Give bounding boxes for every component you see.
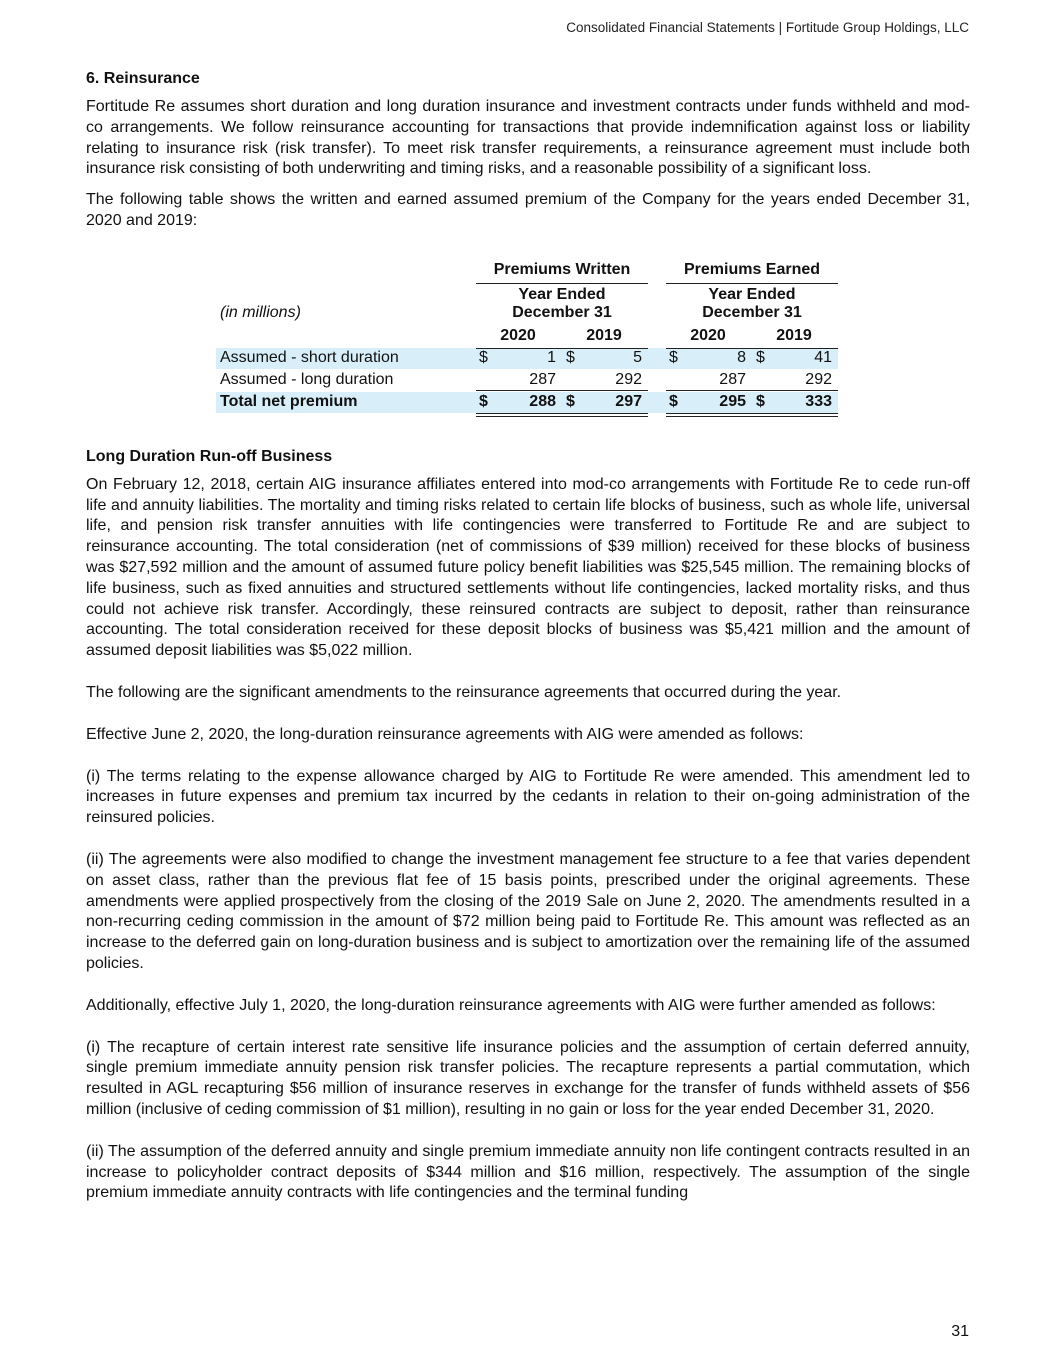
section-title: 6. Reinsurance	[86, 70, 200, 87]
premium-table	[86, 260, 970, 450]
row-label-total: Total net premium	[220, 392, 358, 410]
june-amendment-intro: Effective June 2, 2020, the long-duration reinsurance agreements with AIG were amended as follows:	[86, 725, 804, 743]
earned-period-line2: December 31	[702, 303, 802, 321]
written-subtotal-rule	[476, 390, 648, 391]
unit-label: (in millions)	[220, 303, 301, 321]
row-label-long: Assumed - long duration	[220, 370, 394, 388]
amendments-intro: The following are the significant amendments to the reinsurance agreements that occurred during the year.	[86, 683, 842, 701]
total-written-2019: 297	[615, 392, 642, 410]
currency-symbol: $	[756, 348, 765, 366]
long-earned-2019: 292	[805, 370, 832, 388]
earned-period-line1: Year Ended	[708, 285, 796, 303]
earned-total-double-rule	[666, 413, 838, 417]
currency-symbol: $	[669, 348, 678, 366]
june-amendment-i: (i) The terms relating to the expense allowance charged by AIG to Fortitude Re were amended. This amendment led to increases in future expenses and premium tax incurred by the cedants in relation to their on-going administration of the reinsured policies.	[86, 767, 970, 827]
written-year-2019: 2019	[586, 326, 622, 344]
total-earned-2019: 333	[805, 392, 832, 410]
written-period-line1: Year Ended	[518, 285, 606, 303]
total-written-2020: 288	[529, 392, 556, 410]
written-header-rule	[476, 283, 648, 284]
earned-header-rule	[666, 283, 838, 284]
earned-subtotal-rule	[666, 390, 838, 391]
long-written-2019: 292	[615, 370, 642, 388]
short-written-2019: 5	[633, 348, 642, 366]
currency-symbol: $	[479, 392, 488, 410]
premiums-written-header: Premiums Written	[493, 260, 631, 278]
total-earned-2020: 295	[719, 392, 746, 410]
long-earned-2020: 287	[719, 370, 746, 388]
long-duration-paragraph: On February 12, 2018, certain AIG insurance affiliates entered into mod-co arrangements with Fortitude Re to cede run-off life and annuity liabilities. The mortality and timing risks related to certain life blocks of business, such as whole life, universal life, and pension risk transfer annuities with life contingencies were transferred to Fortitude Re and are subject to reinsurance accounting. The total consideration (net of commissions of $39 million) received for these blocks of business was $27,592 million and the amount of assumed future policy benefit liabilities was $25,545 million. The remaining blocks of life business, such as fixed annuities and structured settlements without life contingencies, lacked mortality risks, and thus could not achieve risk transfer. Accordingly, these reinsured contracts are subject to deposit, rather than reinsurance accounting. The total consideration received for these deposit blocks of business was $5,421 million and the amount of assumed deposit liabilities was $5,022 million.	[86, 475, 970, 660]
june-amendment-ii: (ii) The agreements were also modified to change the investment management fee structure to a fee that varies dependent on asset class, rather than the previous flat fee of 15 basis points, prescribed under the original agreements. These amendments were applied prospectively from the closing of the 2019 Sale on June 2, 2020. The amendments resulted in a non-recurring ceding commission in the amount of $72 million being paid to Fortitude Re. This amount was reflected as an increase to the deferred gain on long-duration business and is subject to amortization over the remaining life of the assumed policies.	[86, 850, 970, 972]
earned-year-2019: 2019	[776, 326, 812, 344]
july-amendment-intro: Additionally, effective July 1, 2020, the long-duration reinsurance agreements with AIG were further amended as follows:	[86, 996, 936, 1014]
written-total-double-rule	[476, 413, 648, 417]
written-period-line2: December 31	[512, 303, 612, 321]
table-intro-paragraph: The following table shows the written and earned assumed premium of the Company for the years ended December 31, 2020 and 2019:	[86, 191, 970, 229]
currency-symbol: $	[756, 392, 765, 410]
written-year-2020: 2020	[500, 326, 536, 344]
page-number: 31	[951, 1323, 969, 1340]
page-content	[86, 70, 970, 1225]
long-duration-title: Long Duration Run-off Business	[86, 447, 333, 465]
currency-symbol: $	[669, 392, 678, 410]
july-amendment-ii: (ii) The assumption of the deferred annuity and single premium immediate annuity non life contingent contracts resulted in an increase to policyholder contract deposits of $344 million and $16 million, respectively. The assumption of the single premium immediate annuity contracts with life contingencies and the terminal funding	[86, 1142, 970, 1202]
page-header: Consolidated Financial Statements | Fortitude Group Holdings, LLC	[566, 20, 969, 35]
short-earned-2019: 41	[814, 348, 832, 366]
premiums-earned-header: Premiums Earned	[683, 260, 821, 278]
intro-paragraph: Fortitude Re assumes short duration and long duration insurance and investment contracts under funds withheld and mod-co arrangements. We follow reinsurance accounting for transactions that provide indemnification against loss or liability relating to insurance risk (risk transfer). To meet risk transfer requirements, a reinsurance agreement must include both insurance risk consisting of both underwriting and timing risks, and a reasonable possibility of a significant loss.	[86, 98, 970, 178]
currency-symbol: $	[479, 348, 488, 366]
earned-year-2020: 2020	[690, 326, 726, 344]
row-label-short: Assumed - short duration	[220, 348, 399, 366]
short-written-2020: 1	[547, 348, 556, 366]
currency-symbol: $	[566, 392, 575, 410]
currency-symbol: $	[566, 348, 575, 366]
long-written-2020: 287	[529, 370, 556, 388]
july-amendment-i: (i) The recapture of certain interest rate sensitive life insurance policies and the assumption of certain deferred annuity, single premium immediate annuity pension risk transfer policies. The recapture represents a partial commutation, which resulted in AGL recapturing $56 million of insurance reserves in exchange for the transfer of funds withheld assets of $56 million (inclusive of ceding commission of $1 million), resulting in no gain or loss for the year ended December 31, 2020.	[86, 1038, 970, 1118]
short-earned-2020: 8	[737, 348, 746, 366]
